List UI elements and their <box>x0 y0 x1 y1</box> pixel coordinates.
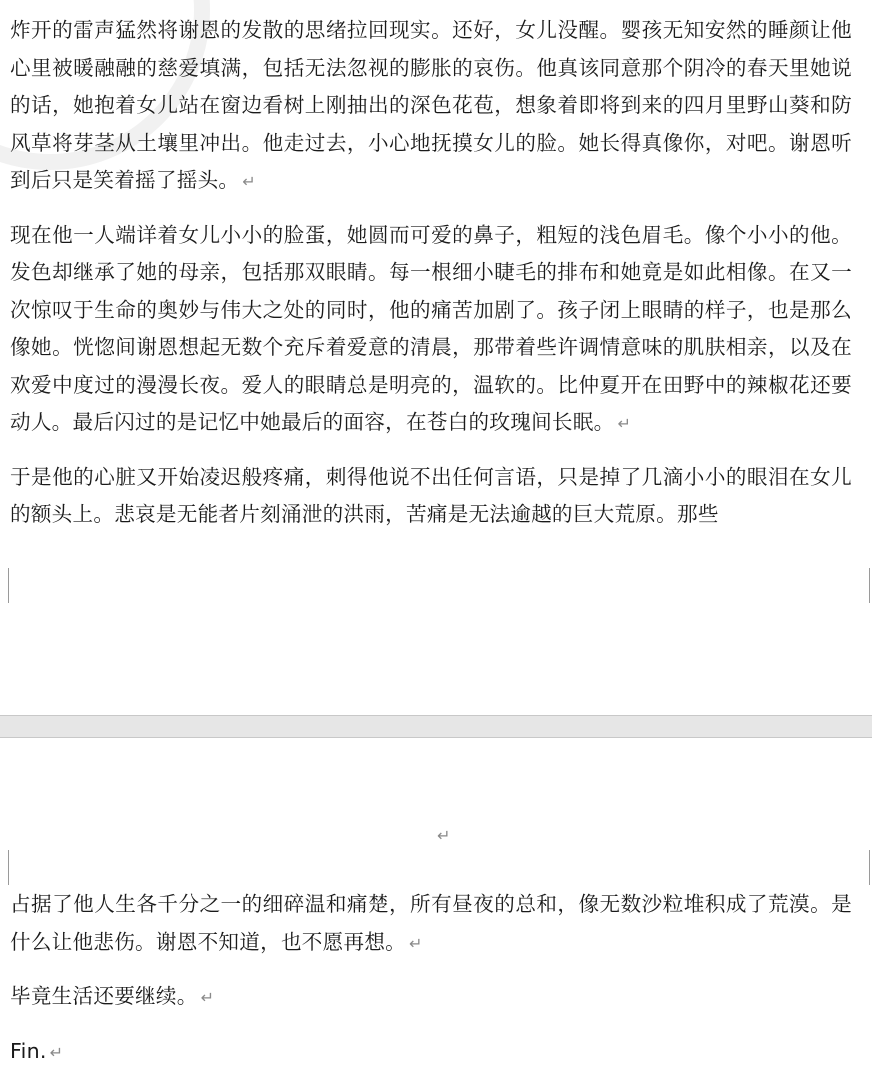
header-paragraph-mark-icon: ↵ <box>437 826 451 845</box>
crop-mark-icon <box>869 568 870 603</box>
paragraph-text: 现在他一人端详着女儿小小的脸蛋，她圆而可爱的鼻子，粗短的浅色眉毛。像个小小的他。发色却继承了她的母亲，包括那双眼睛。每一根细小睫毛的排布和她竟是如此相像。在又一次惊叹于生命的奥妙与伟大之处的同时，他的痛苦加剧了。孩子闭上眼睛的样子，也是那么像她。恍惚间谢恩想起无数个充斥着爱意的清晨，那带着些许调情意味的肌肤相亲，以及在欢爱中度过的漫漫长夜。爱人的眼睛总是明亮的，温软的。比仲夏开在田野中的辣椒花还要动人。最后闪过的是记忆中她最后的面容，在苍白的玫瑰间长眠。 <box>10 222 852 434</box>
paragraph[interactable] <box>10 1033 852 1072</box>
paragraph-text: 于是他的心脏又开始凌迟般疼痛，刺得他说不出任何言语，只是掉了几滴小小的眼泪在女儿的额头上。悲哀是无能者片刻涌泄的洪雨，苦痛是无法逾越的巨大荒原。那些 <box>10 464 852 526</box>
page-break-gap <box>0 715 872 738</box>
page-1-content[interactable] <box>10 12 852 550</box>
crop-mark-icon <box>869 850 870 885</box>
paragraph-mark-icon: ↵ <box>242 172 256 191</box>
crop-mark-icon <box>8 568 9 603</box>
page-2 <box>0 738 872 1081</box>
paragraph[interactable] <box>10 12 852 201</box>
paragraph-text: Fin. <box>10 1038 47 1063</box>
paragraph-text: 炸开的雷声猛然将谢恩的发散的思绪拉回现实。还好，女儿没醒。婴孩无知安然的睡颜让他心里被暖融融的慈爱填满，包括无法忽视的膨胀的哀伤。他真该同意那个阴冷的春天里她说的话，她抱着女儿站在窗边看树上刚抽出的深色花苞，想象着即将到来的四月里野山葵和防风草将芽茎从土壤里冲出。他走过去，小心地抚摸女儿的脸。她长得真像你，对吧。谢恩听到后只是笑着摇了摇头。 <box>10 18 852 192</box>
paragraph-mark-icon: ↵ <box>200 988 215 1007</box>
paragraph-text: 占据了他人生各千分之一的细碎温和痛楚，所有昼夜的总和，像无数沙粒堆积成了荒漠。是什么让他悲伤。谢恩不知道，也不愿再想。 <box>10 892 852 954</box>
paragraph-mark-icon: ↵ <box>409 933 423 953</box>
paragraph-mark-icon: ↵ <box>49 1042 64 1062</box>
paragraph[interactable] <box>10 217 852 443</box>
paragraph-text: 毕竟生活还要继续。 <box>10 984 198 1008</box>
page-2-content[interactable] <box>10 886 852 1081</box>
paragraph[interactable] <box>10 459 852 534</box>
paragraph-mark-icon: ↵ <box>617 414 632 433</box>
paragraph[interactable] <box>10 978 852 1017</box>
crop-mark-icon <box>8 850 9 885</box>
paragraph[interactable] <box>10 886 852 962</box>
